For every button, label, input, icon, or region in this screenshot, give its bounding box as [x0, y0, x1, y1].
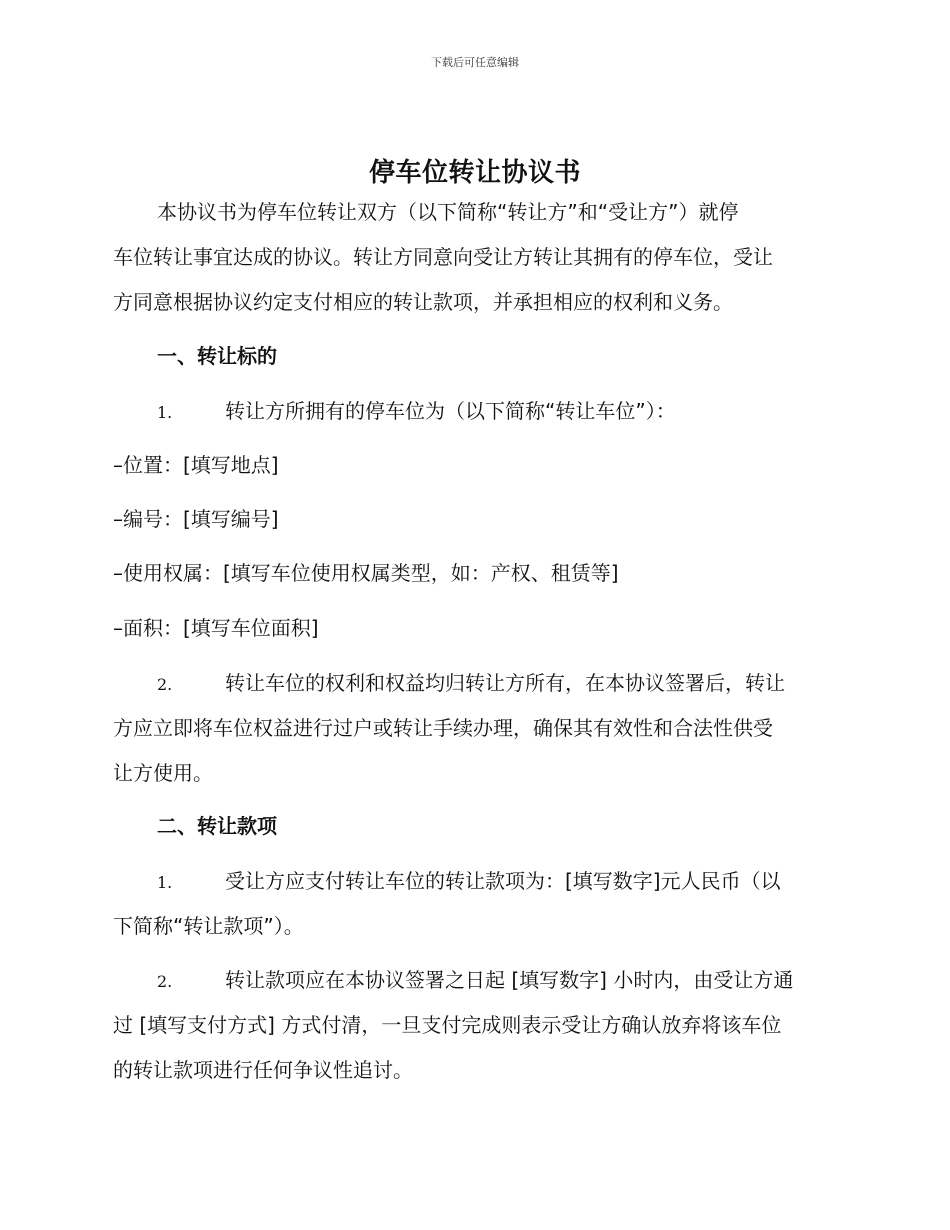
item-text: 受让方应支付转让车位的转让款项为：[填写数字]元人民币（以 — [225, 869, 781, 893]
document-title: 停车位转让协议书 — [368, 158, 581, 188]
section-2-item-2-line-1 — [157, 966, 793, 996]
section-1-item-2-line-1 — [157, 669, 785, 699]
section-2-item-2-line-3: 的转让款项进行任何争议性追讨。 — [113, 1058, 413, 1082]
section-1-item-2-line-2: 方应立即将车位权益进行过户或转让手续办理，确保其有效性和合法性供受 — [113, 716, 773, 740]
section-1-heading: 一、转让标的 — [157, 344, 277, 368]
field-location: –位置：[填写地点] — [113, 453, 279, 477]
item-number: 1. — [157, 403, 173, 422]
section-2-item-1-line-2: 下简称“转让款项”）。 — [113, 914, 304, 938]
intro-line-1: 本协议书为停车位转让双方（以下简称“转让方”和“受让方”）就停 — [157, 200, 739, 224]
section-2-item-1-line-1 — [157, 867, 781, 897]
item-text: 转让款项应在本协议签署之日起 [填写数字] 小时内，由受让方通 — [225, 968, 794, 992]
item-number: 1. — [157, 873, 173, 892]
item-number: 2. — [157, 675, 173, 694]
section-1-item-1 — [157, 397, 676, 427]
section-2-item-2-line-2: 过 [填写支付方式] 方式付清，一旦支付完成则表示受让方确认放弃将该车位 — [113, 1013, 782, 1037]
page-header: 下载后可任意编辑 — [431, 56, 519, 69]
section-2-heading: 二、转让款项 — [157, 814, 277, 838]
item-text: 转让车位的权利和权益均归转让方所有，在本协议签署后，转让 — [225, 671, 785, 695]
item-text: 转让方所拥有的停车位为（以下简称“转让车位”）： — [225, 399, 676, 423]
intro-line-2: 车位转让事宜达成的协议。转让方同意向受让方转让其拥有的停车位，受让 — [113, 245, 773, 269]
field-ownership: –使用权属：[填写车位使用权属类型，如：产权、租赁等] — [113, 561, 619, 585]
item-number: 2. — [157, 972, 173, 991]
field-area: –面积：[填写车位面积] — [113, 616, 319, 640]
section-1-item-2-line-3: 让方使用。 — [113, 761, 213, 785]
field-number: –编号：[填写编号] — [113, 507, 279, 531]
intro-line-3: 方同意根据协议约定支付相应的转让款项，并承担相应的权利和义务。 — [113, 290, 733, 314]
